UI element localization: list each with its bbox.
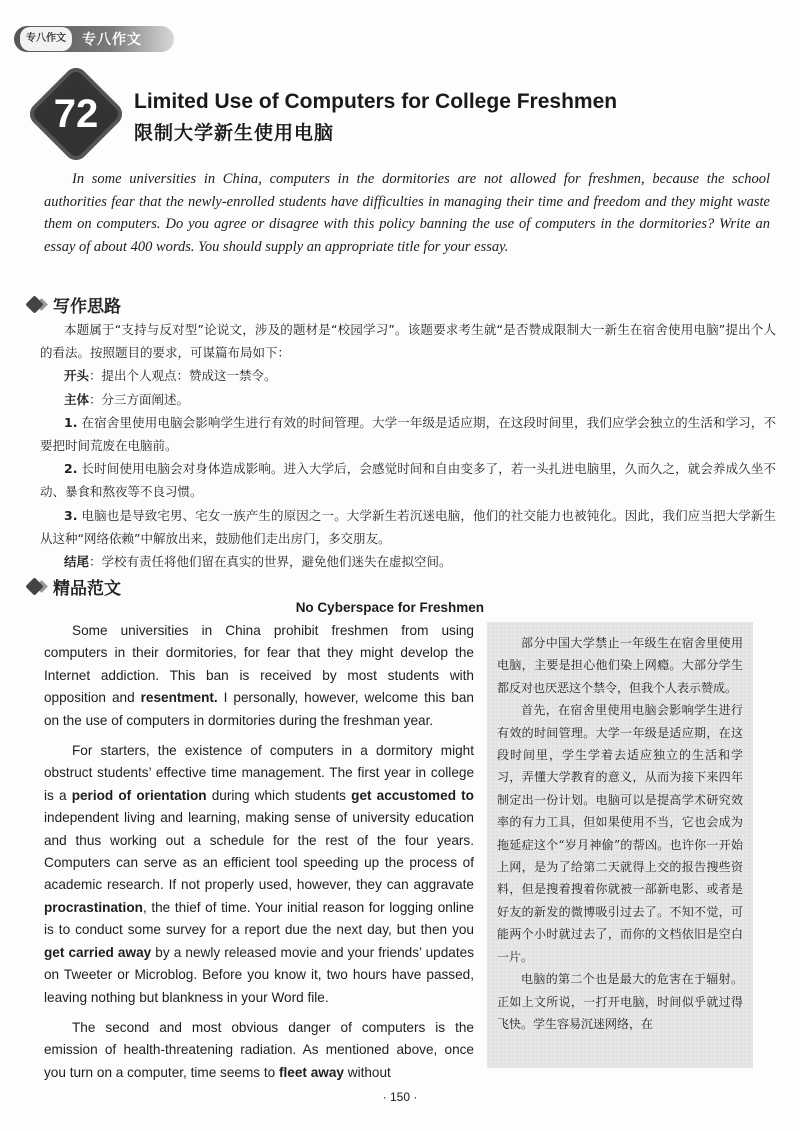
essay-text: I personally, however, welcome this ban on the use of computers in dormitories during the freshman year. (44, 690, 474, 728)
essay-title: No Cyberspace for Freshmen (295, 600, 484, 615)
outline-body (40, 388, 776, 411)
outline-ending (40, 550, 776, 573)
essay-paragraph-2 (44, 740, 474, 1009)
series-logo: 专八作文 (20, 27, 72, 51)
essay-prompt: In some universities in China, computers in the dormitories are not allowed for freshmen, because the school authorities fear that the newly-enrolled students have difficulties in managing their time and freedom and they might waste them on computers. Do you agree or disagree with this policy banning the use of computers in the dormitories? Write an essay of about 400 words. You should supply an appropriate title for your essay. (44, 171, 770, 255)
point2-text: 长时间使用电脑会对身体造成影响。进入大学后，会感觉时间和自由变多了，若一头扎进电脑里，久而久之，就会养成久坐不动、暴食和熬夜等不良习惯。 (40, 461, 776, 500)
essay-text: The second and most obvious danger of computers is the emission of health-threatening radiation. As mentioned above, once you turn on a computer, time seems to (44, 1019, 474, 1080)
essay-text: during which students (206, 787, 352, 803)
point3-label: 3. (64, 507, 78, 523)
keyword: period of orientation (71, 787, 207, 803)
translation-box (487, 622, 753, 1068)
keyword: procrastination (44, 899, 143, 915)
model-essay-title: 精品范文 (53, 579, 121, 599)
point1-text: 在宿舍里使用电脑会影响学生进行有效的时间管理。大学一年级是适应期，在这段时间里，我们应学会独立的生活和学习，不要把时间荒废在电脑前。 (40, 414, 776, 454)
writing-ideas-body (40, 318, 776, 573)
keyword: get carried away (44, 944, 152, 960)
diamond-bullet-icon (25, 577, 43, 595)
title-english: Limited Use of Computers for College Freshmen (134, 90, 618, 113)
writing-ideas-title: 写作思路 (53, 297, 121, 317)
outline-opening (40, 364, 776, 387)
translation-paragraph-2: 首先，在宿舍里使用电脑会影响学生进行有效的时间管理。大学一年级是适应期，在这段时间里，学生学着去适应独立的生活和学习，弄懂大学教育的意义，从而为接下来四年制定出一份计划。电脑可以是提高学术研究效率的有力工具，但如果使用不当，它也会成为拖延症这个“岁月神偷”的帮凶。也许你一开始上网，是为了给第二天就得上交的报告搜些资料，但是搜着搜着你就被一部新电影、或者是好友的新发的微博吸引过去了。不知不觉，可能两个小时就过去了，而你的文档依旧是空白一片。 (497, 703, 743, 964)
opening-label: 开头 (64, 368, 90, 384)
essay-text: without (343, 1064, 391, 1080)
outline-point-2 (40, 457, 776, 503)
point1-label: 1. (64, 414, 78, 430)
page-number: · 150 · (382, 1090, 418, 1104)
body-label: 主体 (64, 391, 90, 407)
ending-label: 结尾 (64, 554, 90, 570)
essay-paragraph-1 (44, 620, 474, 732)
translation-paragraph-3: 电脑的第二个也是最大的危害在于辐射。正如上文所说，一打开电脑，时间似乎就过得飞快。学生容易沉迷网络，在 (497, 972, 743, 1031)
point3-text: 电脑也是导致宅男、宅女一族产生的原因之一。大学新生若沉迷电脑，他们的社交能力也被钝化。因此，我们应当把大学新生从这种“网络依赖”中解放出来，鼓励他们走出房门，多交朋友。 (40, 507, 776, 546)
keyword: resentment. (140, 690, 218, 706)
essay-text: independent living and learning, making sense of university education and thus working out a schedule for the rest of the four years. Computers can serve as an efficient tool speeding up the process of academic research. If not properly used, however, they can aggravate (44, 810, 474, 893)
title-chinese: 限制大学新生使用电脑 (134, 122, 335, 144)
keyword: fleet away (278, 1064, 344, 1080)
series-label: 专八作文 (82, 32, 142, 48)
outline-intro: 本题属于“支持与反对型”论说文，涉及的题材是“校园学习”。该题要求考生就“是否赞成限制大一新生在宿舍使用电脑”提出个人的看法。按照题目的要求，可谋篇布局如下： (40, 322, 776, 361)
opening-text: ：提出个人观点：赞成这一禁令。 (89, 368, 277, 384)
topic-number: 72 (53, 91, 99, 136)
outline-point-3 (40, 504, 776, 550)
translation-paragraph-1: 部分中国大学禁止一年级生在宿舍里使用电脑，主要是担心他们染上网瘾。大部分学生都反对也厌恶这个禁令，但我个人表示赞成。 (497, 636, 743, 695)
keyword: get accustomed to (351, 787, 474, 803)
essay-text: Some universities in China prohibit freshmen from using computers in their dormitories, for fear that they might develop the Internet addiction. This ban is received by most students with opposition and (44, 623, 474, 706)
essay-body (44, 620, 474, 1084)
series-tab (14, 26, 174, 52)
point2-label: 2. (64, 461, 78, 477)
outline-point-1 (40, 411, 776, 457)
essay-text: , the thief of time. Your initial reason for logging online is to conduct some survey for a report due the next day, but then you (44, 899, 474, 938)
essay-text: by a newly released movie and your friends’ updates on Tweeter or Microblog. Before you know it, two hours have passed, leaving nothing but blankness in your Word file. (44, 944, 474, 1005)
essay-text: For starters, the existence of computers in a dormitory might obstruct students’ effective time management. The first year in college is a (44, 743, 474, 803)
body-text: ：分三方面阐述。 (89, 391, 190, 407)
writing-ideas-heading (28, 292, 121, 317)
model-essay-heading (28, 574, 121, 599)
essay-paragraph-3 (44, 1017, 474, 1084)
diamond-bullet-icon (25, 295, 43, 313)
ending-text: ：学校有责任将他们留在真实的世界，避免他们迷失在虚拟空间。 (89, 554, 452, 570)
